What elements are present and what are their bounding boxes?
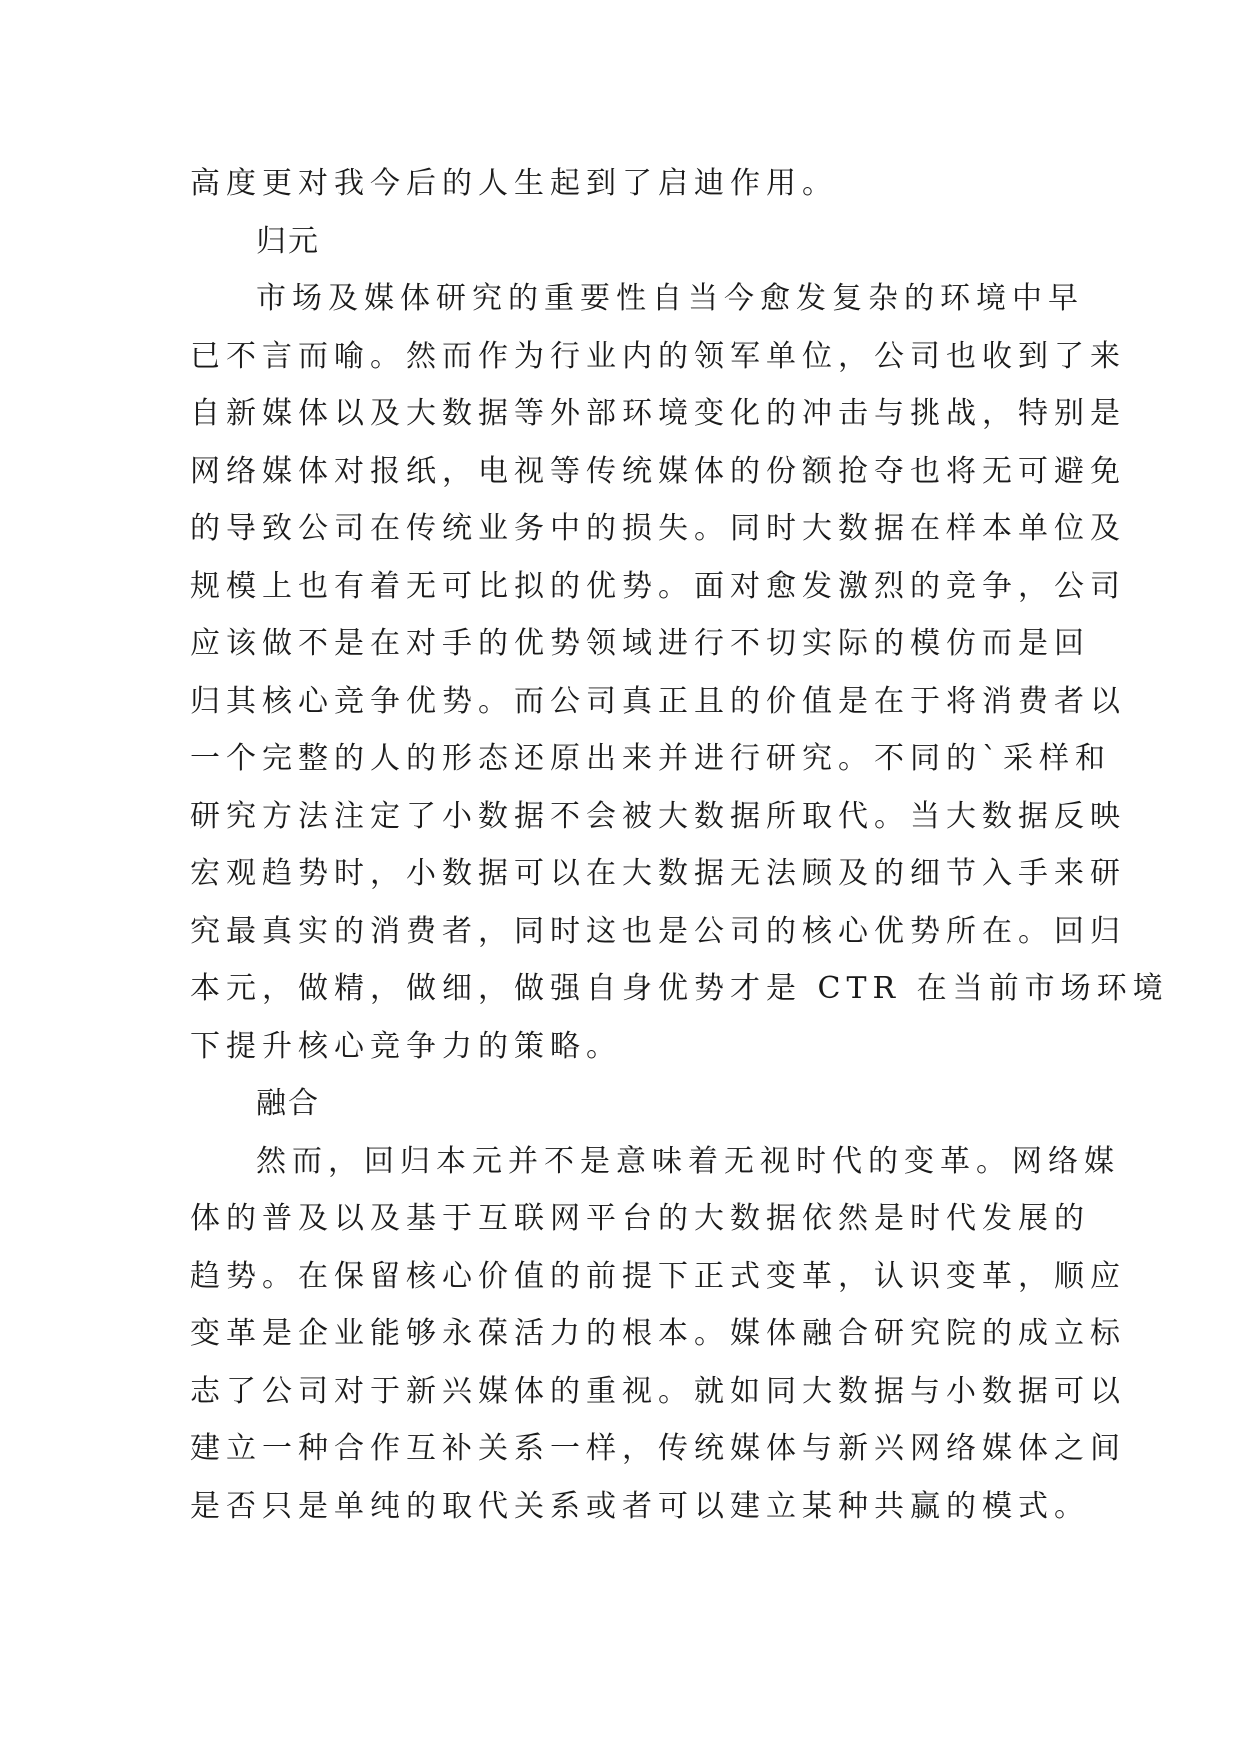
body-line: 网络媒体对报纸，电视等传统媒体的份额抢夺也将无可避免 (190, 453, 1126, 489)
body-line: 体的普及以及基于互联网平台的大数据依然是时代发展的 (190, 1201, 1090, 1236)
body-line: 建立一种合作互补关系一样，传统媒体与新兴网络媒体之间 (190, 1431, 1126, 1466)
body-line: 志了公司对于新兴媒体的重视。就如同大数据与小数据可以 (190, 1373, 1126, 1409)
body-line: 高度更对我今后的人生起到了启迪作用。 (190, 166, 838, 201)
body-line: 究最真实的消费者，同时这也是公司的核心优势所在。回归 (190, 913, 1126, 949)
body-line: 的导致公司在传统业务中的损失。同时大数据在样本单位及 (190, 511, 1126, 546)
body-line: 宏观趋势时，小数据可以在大数据无法顾及的细节入手来研 (190, 856, 1126, 891)
body-line: 规模上也有着无可比拟的优势。面对愈发激烈的竞争，公司 (190, 568, 1126, 604)
body-line: 趋势。在保留核心价值的前提下正式变革，认识变革，顺应 (190, 1258, 1126, 1294)
paragraph-first-line: 市场及媒体研究的重要性自当今愈发复杂的环境中早 (256, 281, 1084, 316)
body-line: 变革是企业能够永葆活力的根本。媒体融合研究院的成立标 (190, 1316, 1126, 1351)
body-line: 研究方法注定了小数据不会被大数据所取代。当大数据反映 (190, 798, 1126, 834)
body-line: 应该做不是在对手的优势领域进行不切实际的模仿而是回 (190, 626, 1090, 661)
section-heading-guiyuan: 归元 (256, 223, 320, 259)
paragraph-first-line: 然而，回归本元并不是意味着无视时代的变革。网络媒 (256, 1143, 1120, 1179)
body-line: 一个完整的人的形态还原出来并进行研究。不同的`采样和 (190, 741, 1111, 776)
body-line: 归其核心竞争优势。而公司真正且的价值是在于将消费者以 (190, 683, 1126, 719)
document-body (190, 155, 1169, 1535)
section-heading-ronghe: 融合 (256, 1086, 320, 1121)
body-line: 已不言而喻。然而作为行业内的领军单位，公司也收到了来 (190, 338, 1126, 374)
body-line: 下提升核心竞争力的策略。 (190, 1028, 622, 1064)
body-line: 自新媒体以及大数据等外部环境变化的冲击与挑战，特别是 (190, 396, 1126, 431)
body-line: 本元，做精，做细，做强自身优势才是 CTR 在当前市场环境 (190, 971, 1169, 1006)
body-line: 是否只是单纯的取代关系或者可以建立某种共赢的模式。 (190, 1488, 1090, 1524)
